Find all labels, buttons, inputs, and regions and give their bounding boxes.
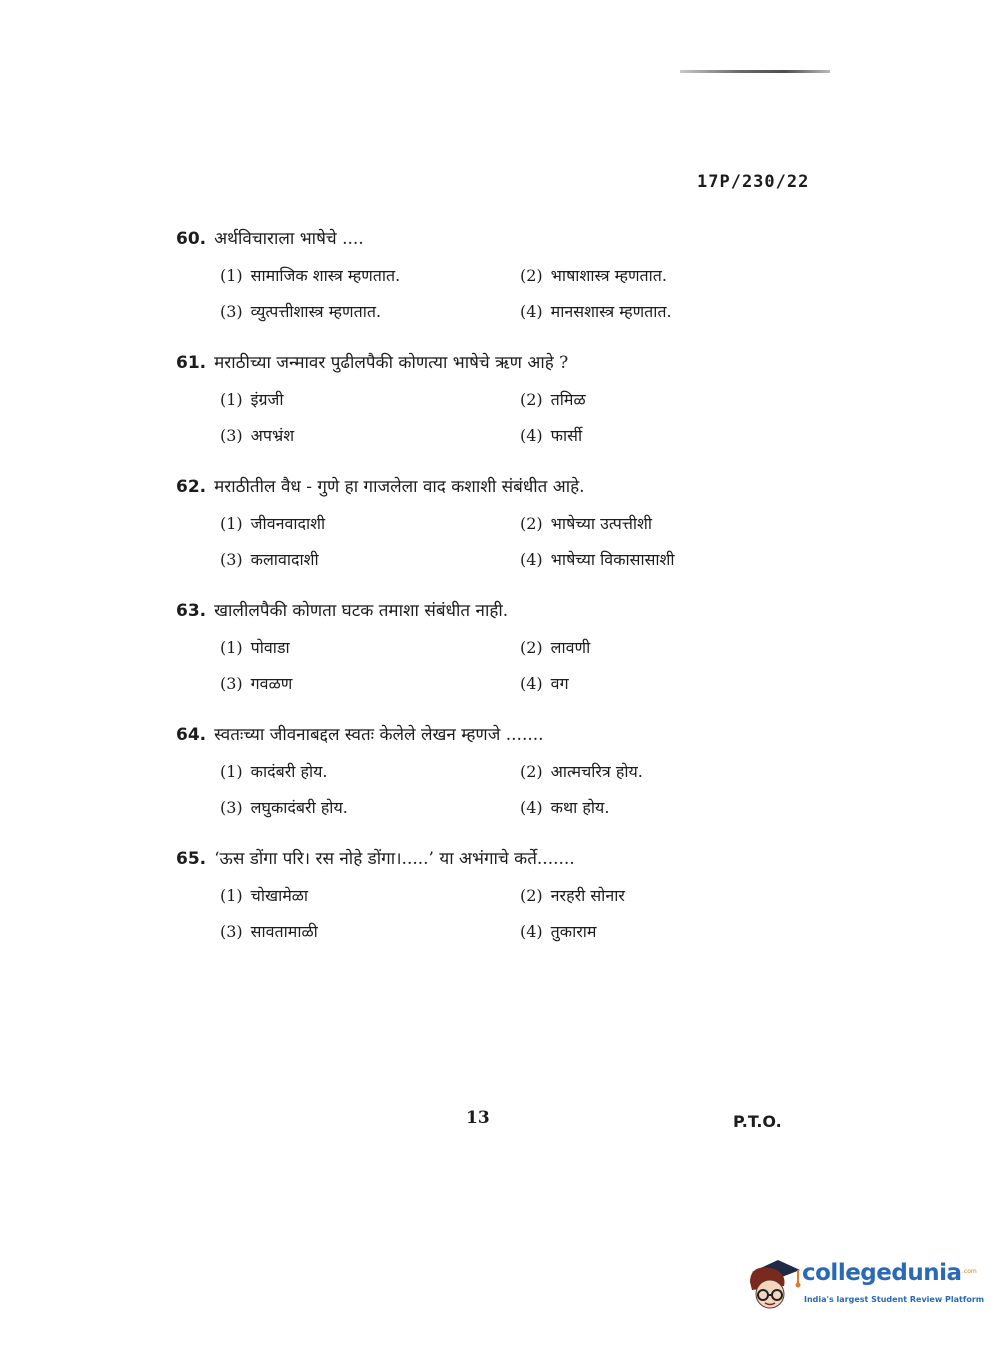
option-text: आत्मचरित्र होय. — [550, 762, 643, 781]
option-4 — [520, 545, 820, 575]
question-number: 63. — [176, 601, 207, 621]
watermark-brand: collegedunia — [802, 1260, 962, 1286]
option-text: गवळण — [250, 674, 293, 693]
question-text: अर्थविचाराला भाषेचे .... — [214, 229, 364, 249]
option-number: (3) — [220, 922, 243, 941]
option-text: व्युत्पत्तीशास्त्र म्हणतात. — [250, 302, 382, 321]
option-number: (1) — [220, 886, 243, 905]
option-3 — [220, 297, 520, 327]
question-number: 61. — [176, 353, 207, 373]
option-text: नरहरी सोनार — [550, 886, 625, 905]
option-text: मानसशास्त्र म्हणतात. — [550, 302, 672, 321]
option-text: लघुकादंबरी होय. — [250, 798, 348, 817]
question-64 — [176, 721, 776, 823]
option-2 — [520, 633, 820, 663]
option-3 — [220, 917, 520, 947]
option-number: (3) — [220, 798, 243, 817]
option-1 — [220, 633, 520, 663]
option-1 — [220, 385, 520, 415]
option-4 — [520, 917, 820, 947]
option-2 — [520, 261, 820, 291]
collegedunia-watermark — [742, 1252, 985, 1316]
option-text: कादंबरी होय. — [250, 762, 328, 781]
option-number: (3) — [220, 550, 243, 569]
option-number: (3) — [220, 302, 243, 321]
question-65 — [176, 845, 776, 947]
option-text: भाषेच्या उत्पत्तीशी — [550, 514, 653, 533]
option-list — [220, 881, 776, 947]
option-text: इंग्रजी — [250, 390, 284, 409]
option-number: (3) — [220, 674, 243, 693]
option-text: लावणी — [550, 638, 591, 657]
question-number: 65. — [176, 849, 207, 869]
question-61 — [176, 349, 776, 451]
option-text: सावतामाळी — [250, 922, 318, 941]
option-number: (4) — [520, 922, 543, 941]
option-2 — [520, 385, 820, 415]
question-list — [176, 225, 776, 969]
option-list — [220, 385, 776, 451]
option-4 — [520, 669, 820, 699]
option-number: (2) — [520, 390, 543, 409]
graduate-mascot-icon — [742, 1252, 802, 1312]
option-number: (4) — [520, 302, 543, 321]
option-2 — [520, 757, 820, 787]
paper-code: 17P/230/22 — [697, 172, 810, 192]
question-text: मराठीच्या जन्मावर पुढीलपैकी कोणत्या भाषेचे ऋण आहे ? — [214, 353, 569, 373]
question-number: 64. — [176, 725, 207, 745]
top-rule — [680, 70, 830, 73]
option-text: वग — [550, 674, 569, 693]
option-number: (4) — [520, 798, 543, 817]
option-number: (4) — [520, 674, 543, 693]
option-number: (2) — [520, 762, 543, 781]
question-text: मराठीतील वैध - गुणे हा गाजलेला वाद कशाशी संबंधीत आहे. — [214, 477, 585, 497]
option-4 — [520, 421, 820, 451]
option-number: (4) — [520, 550, 543, 569]
option-text: फार्सी — [550, 426, 583, 445]
question-text: खालीलपैकी कोणता घटक तमाशा संबंधीत नाही. — [214, 601, 509, 621]
option-1 — [220, 881, 520, 911]
option-number: (1) — [220, 266, 243, 285]
option-text: भाषेच्या विकासासाशी — [550, 550, 675, 569]
option-number: (1) — [220, 762, 243, 781]
option-text: पोवाडा — [250, 638, 290, 657]
pto-label: P.T.O. — [733, 1112, 782, 1131]
option-number: (1) — [220, 514, 243, 533]
option-number: (1) — [220, 390, 243, 409]
option-list — [220, 261, 776, 327]
page-number: 13 — [466, 1108, 490, 1128]
option-4 — [520, 793, 820, 823]
option-number: (4) — [520, 426, 543, 445]
question-text: स्वतःच्या जीवनाबद्दल स्वतः केलेले लेखन म्हणजे ....... — [214, 725, 544, 745]
question-63 — [176, 597, 776, 699]
option-2 — [520, 881, 820, 911]
option-3 — [220, 793, 520, 823]
question-60 — [176, 225, 776, 327]
option-text: सामाजिक शास्त्र म्हणतात. — [250, 266, 401, 285]
question-number: 62. — [176, 477, 207, 497]
option-3 — [220, 545, 520, 575]
option-number: (2) — [520, 886, 543, 905]
option-text: भाषाशास्त्र म्हणतात. — [550, 266, 667, 285]
option-3 — [220, 421, 520, 451]
question-text: ‘ऊस डोंगा परि। रस नोहे डोंगा।.....’ या अभंगाचे कर्ते....... — [214, 849, 575, 869]
option-list — [220, 509, 776, 575]
option-1 — [220, 509, 520, 539]
watermark-tagline: India's largest Student Review Platform — [804, 1295, 985, 1304]
option-text: तमिळ — [550, 390, 586, 409]
option-text: तुकाराम — [550, 922, 597, 941]
option-number: (2) — [520, 638, 543, 657]
option-text: जीवनवादाशी — [250, 514, 326, 533]
option-list — [220, 633, 776, 699]
option-3 — [220, 669, 520, 699]
option-text: अपभ्रंश — [250, 426, 295, 445]
question-62 — [176, 473, 776, 575]
option-number: (3) — [220, 426, 243, 445]
option-list — [220, 757, 776, 823]
option-number: (1) — [220, 638, 243, 657]
option-text: कथा होय. — [550, 798, 610, 817]
option-text: चोखामेळा — [250, 886, 309, 905]
question-number: 60. — [176, 229, 207, 249]
option-1 — [220, 757, 520, 787]
option-1 — [220, 261, 520, 291]
option-4 — [520, 297, 820, 327]
option-2 — [520, 509, 820, 539]
option-text: कलावादाशी — [250, 550, 319, 569]
option-number: (2) — [520, 514, 543, 533]
watermark-domain-suffix: .com — [962, 1268, 977, 1275]
option-number: (2) — [520, 266, 543, 285]
